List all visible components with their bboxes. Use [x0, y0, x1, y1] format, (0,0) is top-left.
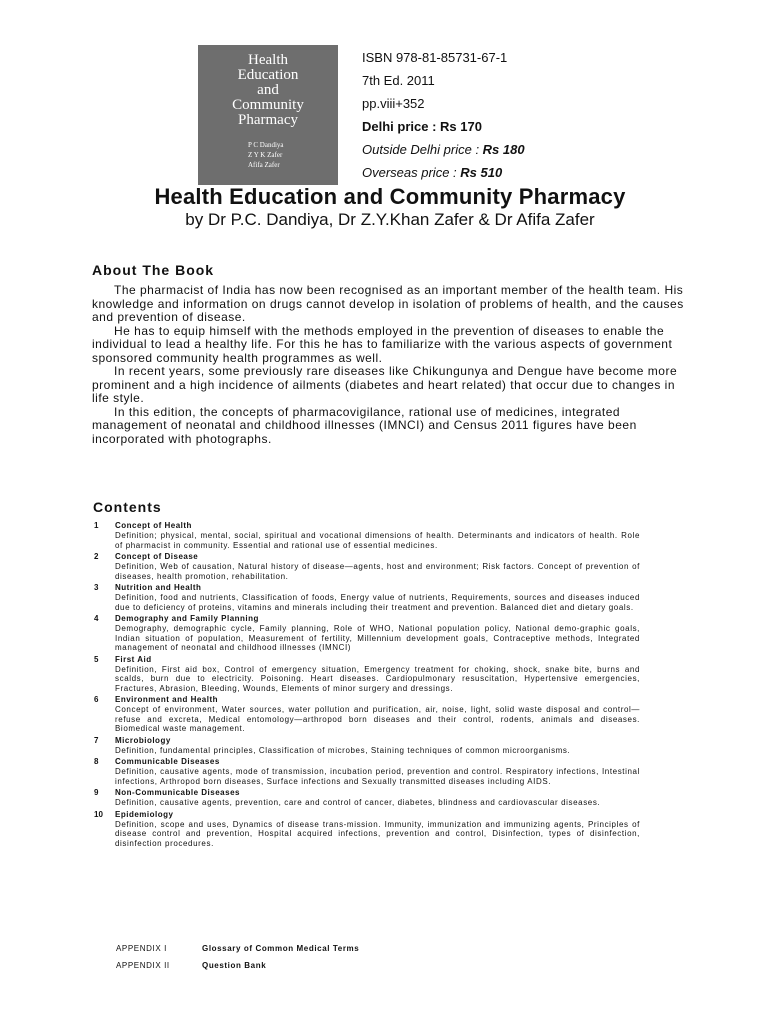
chapter-title: Non-Communicable Diseases — [115, 788, 240, 797]
chapter-title: Demography and Family Planning — [115, 614, 259, 623]
chapter-item — [94, 655, 640, 694]
chapter-number: 9 — [94, 788, 99, 797]
chapter-item — [94, 695, 640, 734]
chapter-description: Definition, Web of causation, Natural history of disease—agents, host and environment; Risk factors. Concept of prevention of diseases, health promotion, rehabilitation. — [115, 562, 640, 581]
chapter-description: Demography, demographic cycle, Family planning, Role of WHO, National population policy, National demo-graphic goals, Indian situation of population, Measurement of fertility, Millennium development goals, Contraceptive methods, Integrated management of neonatal and childhood illnesses (IMNCI) — [115, 624, 640, 652]
chapter-number: 3 — [94, 583, 99, 592]
cover-title: Health Education and Community Pharmacy — [232, 52, 304, 128]
outside-delhi-price — [362, 138, 525, 161]
chapter-description: Definition, First aid box, Control of emergency situation, Emergency treatment for choking, shock, snake bite, burns and scalds, burn due to electricity. Poisoning. Heart diseases. Cardiopulmonary resuscitation, Hypertensive emergencies, Fractures, Abrasion, Bleeding, Wounds, Elements of minor surgery and dressings. — [115, 664, 640, 693]
book-cover — [198, 45, 338, 185]
chapter-number: 1 — [94, 521, 99, 530]
about-paragraph: He has to equip himself with the methods employed in the prevention of diseases to enable the individual to lead a healthy life. For this he has to familiarize with the various aspects of government sponsored community health programmes as well. — [92, 323, 673, 365]
chapter-description: Definition, food and nutrients, Classification of foods, Energy value of nutrients, Requirements, sources and diseases induced due to deficiency of proteins, vitamins and minerals including their treatment and prevention. Balanced diet and dietary goals. — [115, 593, 640, 612]
chapter-number: 2 — [94, 552, 99, 561]
edition: 7th Ed. 2011 — [362, 73, 435, 88]
outside-delhi-label: Outside Delhi price : — [362, 142, 483, 157]
chapter-item — [94, 736, 640, 756]
chapter-number: 4 — [94, 614, 99, 623]
contents-list — [94, 521, 640, 850]
chapter-number: 8 — [94, 757, 99, 766]
overseas-price — [362, 161, 525, 184]
cover-author: Afifa Zafer — [248, 161, 280, 169]
about-paragraph: In recent years, some previously rare diseases like Chikungunya and Dengue have become more prominent and a high incidence of ailments (diabetes and heart related) that occur due to changes in life style. — [92, 364, 678, 405]
chapter-description: Definition, fundamental principles, Classification of microbes, Staining techniques of common microorganisms. — [115, 745, 571, 755]
overseas-label: Overseas price : — [362, 165, 461, 180]
chapter-item — [94, 521, 640, 550]
delhi-price: Delhi price : Rs 170 — [362, 119, 482, 134]
isbn: ISBN 978-81-85731-67-1 — [362, 50, 508, 65]
chapter-item — [94, 788, 640, 808]
chapter-number: 10 — [94, 809, 103, 819]
appendix-label: APPENDIX I — [116, 944, 167, 953]
contents-heading: Contents — [93, 499, 162, 515]
chapter-item — [94, 810, 640, 849]
book-title: Health Education and Community Pharmacy — [154, 184, 626, 209]
chapter-item — [94, 614, 640, 653]
appendix-label: APPENDIX II — [116, 961, 170, 970]
chapter-number: 7 — [94, 735, 99, 745]
chapter-title: Environment and Health — [115, 695, 219, 704]
chapter-number: 6 — [94, 695, 99, 704]
about-heading: About The Book — [92, 262, 215, 278]
outside-delhi-value: Rs 180 — [482, 142, 525, 157]
chapter-body — [115, 736, 640, 756]
chapter-number: 5 — [94, 654, 99, 664]
cover-authors — [198, 140, 338, 170]
chapter-title: Communicable Diseases — [115, 757, 220, 766]
byline: by Dr P.C. Dandiya, Dr Z.Y.Khan Zafer & Dr Afifa Zafer — [185, 210, 595, 229]
book-meta — [362, 46, 525, 184]
chapter-body — [115, 614, 640, 653]
overseas-value: Rs 510 — [460, 165, 503, 180]
chapter-description: Definition, scope and uses, Dynamics of disease trans-mission. Immunity, immunization and immunizing agents, Principles of disease control and prevention, Hospital acquired infections, prevention and control, Disinfection, types of disinfection, disinfection procedures. — [115, 819, 640, 848]
about-paragraph: The pharmacist of India has now been recognised as an important member of the health team. His knowledge and information on drugs cannot develop in isolation of problems of health, and the causes and prevention of disease. — [92, 283, 684, 324]
chapter-body — [115, 810, 640, 849]
chapter-description: Concept of environment, Water sources, water pollution and purification, air, noise, light, solid waste disposal and control—refuse and excreta, Medical entomology—arthropod born diseases and their control, rodents, animals and diseases. Biomedical waste management. — [115, 705, 640, 733]
chapter-description: Definition; physical, mental, social, spiritual and vocational dimensions of health. Determinants and indicators of health. Role of pharmacist in community. Essential and rational use of essential medicines. — [115, 531, 640, 550]
chapter-title: Concept of Disease — [115, 552, 199, 561]
about-paragraph: In this edition, the concepts of pharmacovigilance, rational use of medicines, integrated management of neonatal and childhood illnesses (IMNCI) and Census 2011 figures have been incorporated with photographs. — [92, 404, 637, 446]
appendix-title: Question Bank — [202, 961, 267, 970]
chapter-item — [94, 757, 640, 786]
chapter-item — [94, 552, 640, 581]
chapter-body — [115, 788, 640, 808]
chapter-description: Definition, causative agents, mode of transmission, incubation period, prevention and control. Respiratory infections, Intestinal infections, Arthropod born diseases, Surface infections and Sexually transmitted diseases including AIDS. — [115, 767, 640, 786]
chapter-title: Nutrition and Health — [115, 583, 202, 592]
chapter-title: Concept of Health — [115, 521, 192, 530]
chapter-item — [94, 583, 640, 612]
chapter-title: First Aid — [115, 654, 152, 664]
appendix-item — [116, 961, 266, 970]
chapter-description: Definition, causative agents, prevention, care and control of cancer, diabetes, blindness and cardiovascular diseases. — [115, 798, 601, 807]
cover-author: Z Y K Zafer — [248, 151, 283, 159]
about-text — [92, 284, 690, 446]
chapter-title: Epidemiology — [115, 809, 174, 819]
chapter-body — [115, 521, 640, 550]
chapter-title: Microbiology — [115, 735, 171, 745]
appendix-item — [116, 944, 359, 953]
appendix-title: Glossary of Common Medical Terms — [202, 944, 360, 953]
chapter-body — [115, 583, 640, 612]
chapter-body — [115, 655, 640, 694]
cover-author: P C Dandiya — [248, 141, 284, 149]
chapter-body — [115, 695, 640, 734]
page-count: pp.viii+352 — [362, 96, 425, 111]
chapter-body — [115, 757, 640, 786]
chapter-body — [115, 552, 640, 581]
